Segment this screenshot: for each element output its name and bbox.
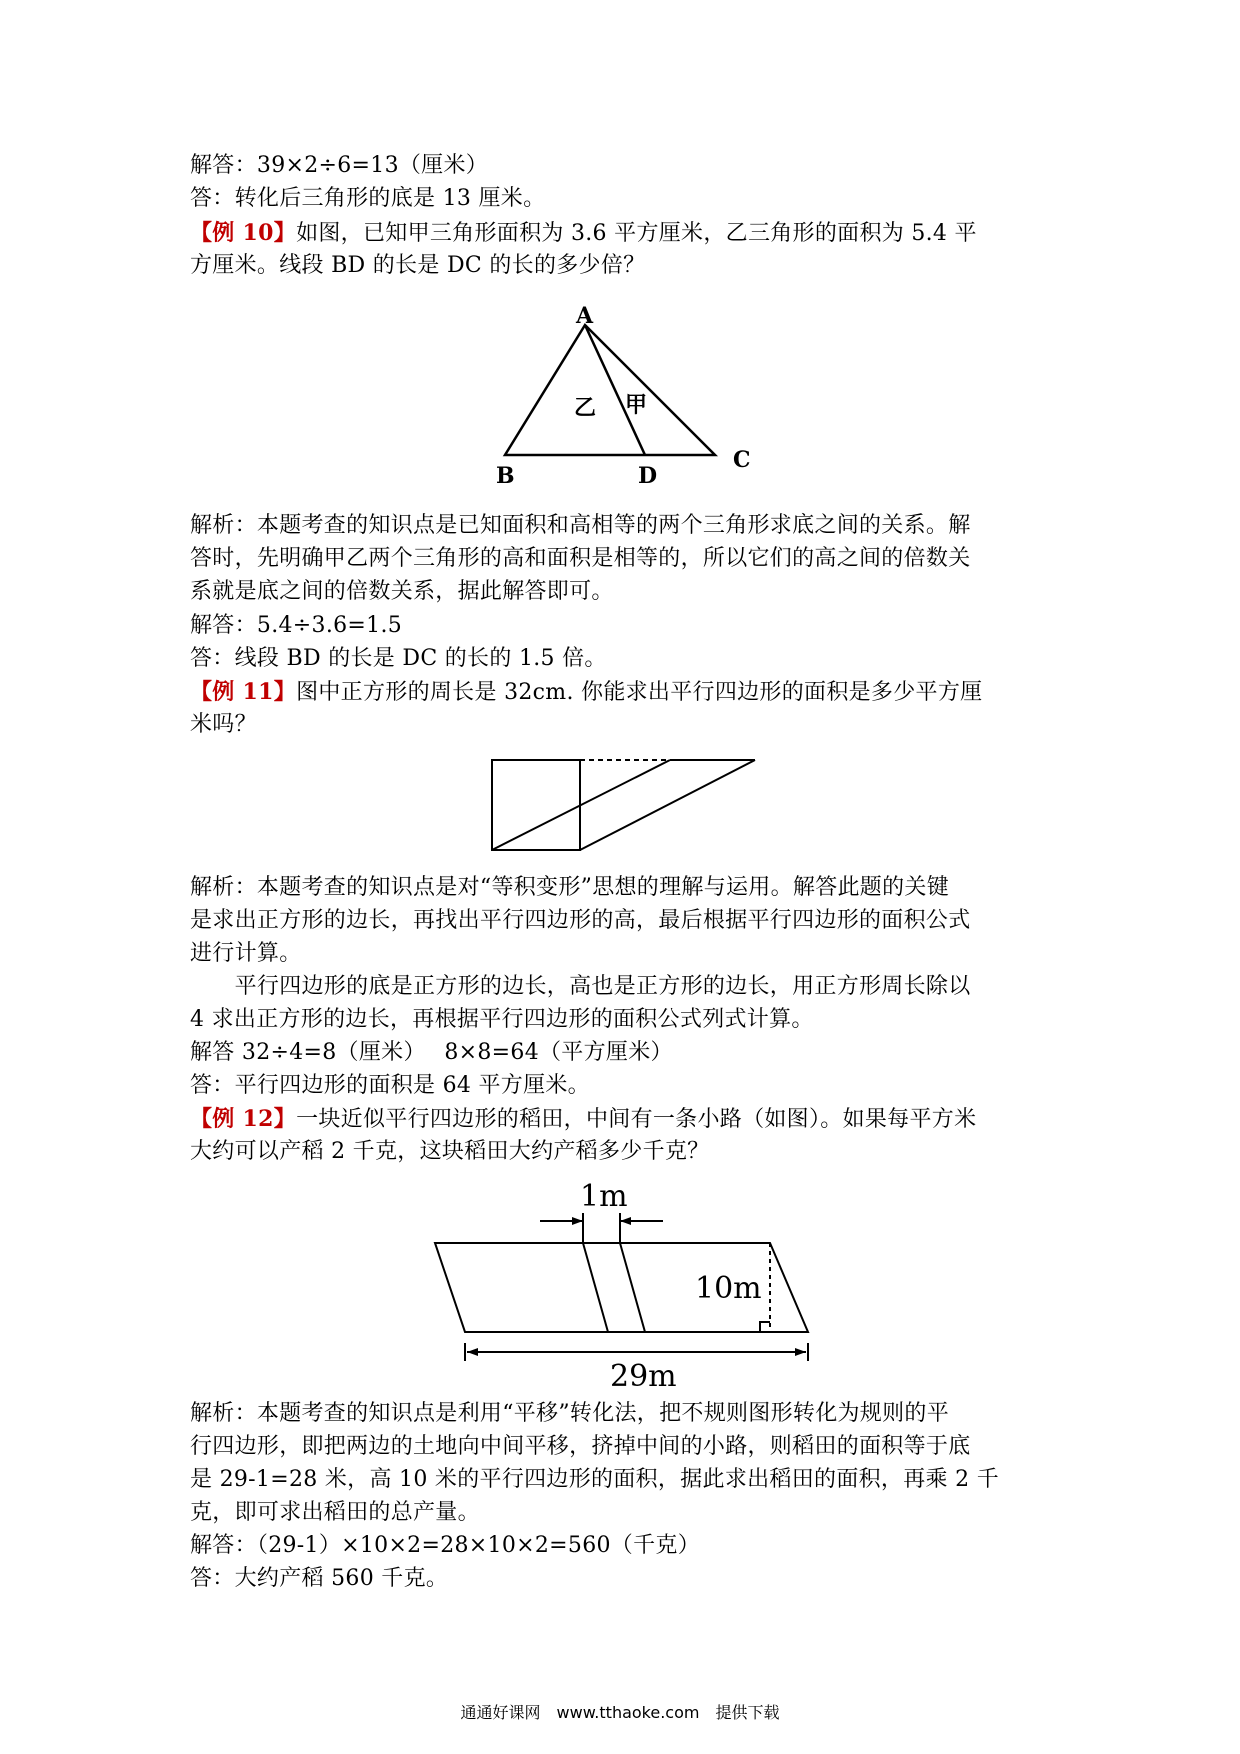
analysis-line: 行四边形，即把两边的土地向中间平移，挤掉中间的小路，则稻田的面积等于底	[190, 1434, 971, 1459]
example-10-question	[190, 217, 1065, 250]
base-label: 29m	[610, 1359, 677, 1390]
triangle-figure	[490, 305, 770, 495]
paragraph-line: 4 求出正方形的边长，再根据平行四边形的面积公式列式计算。	[190, 1007, 814, 1032]
height-label: 10m	[695, 1271, 762, 1306]
answer-line: 答：线段 BD 的长是 DC 的长的 1.5 倍。	[190, 646, 607, 671]
analysis-line: 系就是底之间的倍数关系，据此解答即可。	[190, 579, 614, 604]
question-text: 图中正方形的周长是 32cm. 你能求出平行四边形的面积是多少平方厘	[296, 680, 983, 705]
label-b: B	[496, 463, 515, 489]
paragraph-line: 平行四边形的底是正方形的边长，高也是正方形的边长，用正方形周长除以	[190, 974, 971, 999]
analysis-line: 克，即可求出稻田的总产量。	[190, 1500, 480, 1525]
analysis-line: 进行计算。	[190, 941, 302, 966]
analysis-line: 解析：本题考查的知识点是已知面积和高相等的两个三角形求底之间的关系。解	[190, 513, 971, 538]
base-arrowhead-right	[795, 1348, 806, 1356]
analysis-line: 解析：本题考查的知识点是对“等积变形”思想的理解与运用。解答此题的关键	[190, 875, 949, 900]
triangle-abc	[505, 325, 715, 455]
answer-line: 答：大约产稻 560 千克。	[190, 1566, 449, 1591]
question-text-cont: 方厘米。线段 BD 的长是 DC 的长的多少倍？	[190, 253, 646, 278]
label-a: A	[576, 305, 594, 329]
base-arrowhead-left	[467, 1348, 478, 1356]
example-12-question	[190, 1103, 1065, 1136]
example-12-tag: 【例 12】	[190, 1106, 297, 1132]
label-d: D	[638, 463, 658, 489]
solution-line: 解答：5.4÷3.6=1.5	[190, 613, 403, 638]
analysis-line: 解析：本题考查的知识点是利用“平移”转化法，把不规则图形转化为规则的平	[190, 1401, 949, 1426]
path-right-edge	[620, 1243, 645, 1332]
question-text: 如图，已知甲三角形面积为 3.6 平方厘米，乙三角形的面积为 5.4 平	[296, 221, 977, 246]
answer-line: 答：转化后三角形的底是 13 厘米。	[190, 186, 546, 211]
square-parallelogram-figure	[480, 750, 780, 860]
solution-line: 解答 32÷4=8（厘米） 8×8=64（平方厘米）	[190, 1040, 673, 1065]
question-text-cont: 米吗？	[190, 712, 257, 737]
path-width-label: 1m	[580, 1179, 628, 1214]
path-left-edge	[583, 1243, 608, 1332]
rice-field-figure	[420, 1175, 820, 1390]
example-11-question	[190, 676, 1065, 709]
solution-line: 解答：（29-1）×10×2=28×10×2=560（千克）	[190, 1533, 700, 1558]
parallelogram-right-side	[580, 760, 755, 850]
arrowhead-left	[572, 1217, 583, 1225]
square	[492, 760, 580, 850]
question-text-cont: 大约可以产稻 2 千克，这块稻田大约产稻多少千克？	[190, 1139, 710, 1164]
page-footer: 通通好课网 www.tthaoke.com 提供下载	[460, 1703, 780, 1722]
right-angle-mark	[760, 1322, 770, 1332]
question-text: 一块近似平行四边形的稻田，中间有一条小路（如图）。如果每平方米	[296, 1107, 977, 1132]
analysis-line: 是 29-1=28 米，高 10 米的平行四边形的面积，据此求出稻田的面积，再乘 2 千	[190, 1467, 1000, 1492]
solution-line: 解答：39×2÷6=13（厘米）	[190, 153, 489, 178]
label-c: C	[733, 447, 751, 473]
analysis-line: 是求出正方形的边长，再找出平行四边形的高，最后根据平行四边形的面积公式	[190, 908, 971, 933]
example-10-tag: 【例 10】	[190, 220, 297, 246]
arrowhead-right	[620, 1217, 631, 1225]
label-jia: 甲	[625, 392, 648, 418]
example-11-tag: 【例 11】	[190, 679, 297, 705]
label-yi: 乙	[574, 395, 597, 421]
answer-line: 答：平行四边形的面积是 64 平方厘米。	[190, 1073, 590, 1098]
segment-ad	[585, 325, 648, 455]
analysis-line: 答时，先明确甲乙两个三角形的高和面积是相等的，所以它们的高之间的倍数关	[190, 546, 971, 571]
